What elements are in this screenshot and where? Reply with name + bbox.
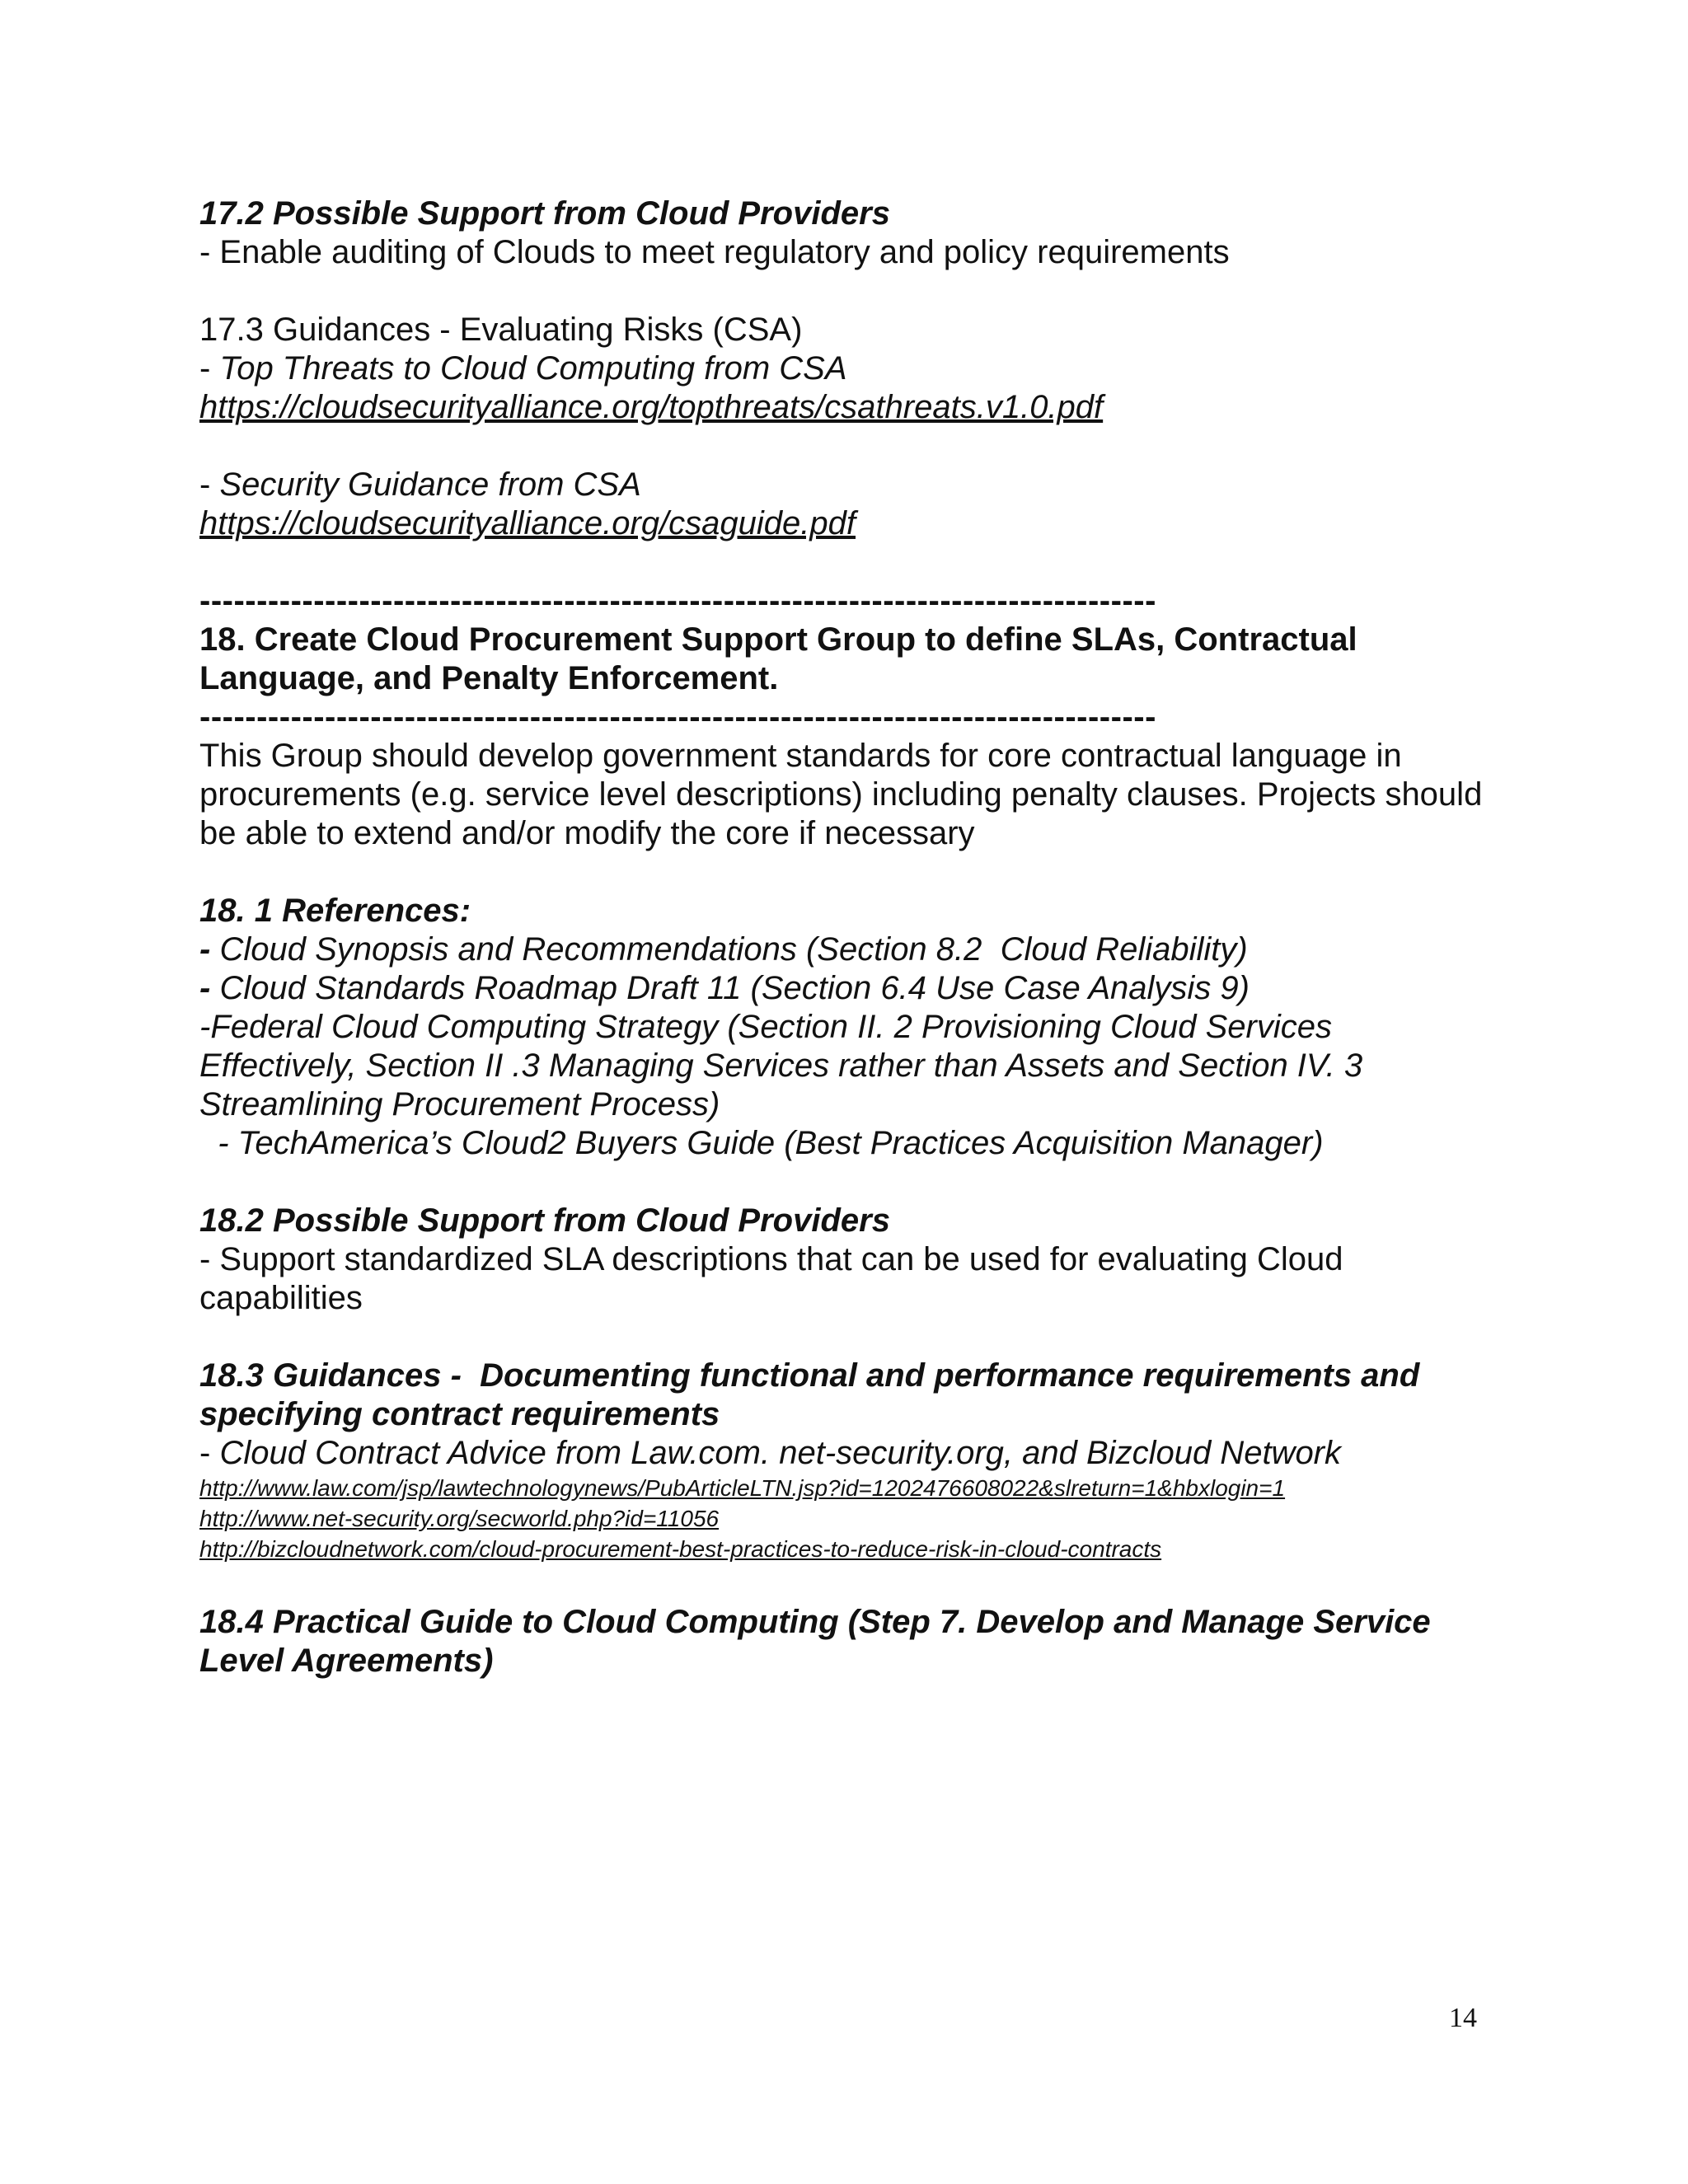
reference-text: Cloud Standards Roadmap Draft 11 (Section 6.4 Use Case Analysis 9) <box>219 970 1250 1006</box>
item-title: Security Guidance from CSA <box>219 466 641 503</box>
section-18-3-heading-line-1: 18.3 Guidances - Documenting functional and performance requirements and <box>199 1357 1420 1394</box>
section-18-2-text-line-1: - Support standardized SLA descriptions that can be used for evaluating Cloud <box>199 1241 1343 1277</box>
reference-text: Cloud Synopsis and Recommendations (Section 8.2 Cloud Reliability) <box>219 931 1248 968</box>
section-17-3-link-2-row <box>199 504 1518 543</box>
section-18-3-item <box>199 1434 1518 1473</box>
section-18-paragraph-line-2: procurements (e.g. service level descriptions) including penalty clauses. Projects should <box>199 776 1483 813</box>
bizcloud-link[interactable]: http://bizcloudnetwork.com/cloud-procurement-best-practices-to-reduce-risk-in-cloud-contracts <box>199 1536 1162 1562</box>
bullet-prefix: - <box>199 931 220 968</box>
bullet-prefix: - <box>199 350 220 387</box>
section-18-paragraph-line-3: be able to extend and/or modify the core if necessary <box>199 815 975 851</box>
csa-guide-link[interactable]: https://cloudsecurityalliance.org/csaguide.pdf <box>199 505 856 541</box>
section-18-title-line-2: Language, and Penalty Enforcement. <box>199 660 779 696</box>
reference-2 <box>199 969 1518 1008</box>
reference-1 <box>199 930 1518 969</box>
section-18-4-heading-line-1: 18.4 Practical Guide to Cloud Computing (Step 7. Develop and Manage Service <box>199 1604 1431 1640</box>
section-17-3-link-1-row <box>199 388 1518 427</box>
section-18-title-line-1: 18. Create Cloud Procurement Support Group to define SLAs, Contractual <box>199 621 1357 658</box>
law-com-link[interactable]: http://www.law.com/jsp/lawtechnologynews/PubArticleLTN.jsp?id=1202476608022&slreturn=1&hbxlogin=1 <box>199 1475 1286 1501</box>
section-17-3-item-1 <box>199 349 1518 388</box>
section-18-2-text-line-2: capabilities <box>199 1280 363 1316</box>
reference-3-line-2: Effectively, Section II .3 Managing Services rather than Assets and Section IV. 3 <box>199 1047 1363 1084</box>
reference-3-line-1: -Federal Cloud Computing Strategy (Section II. 2 Provisioning Cloud Services <box>199 1009 1332 1045</box>
net-security-link[interactable]: http://www.net-security.org/secworld.php?id=11056 <box>199 1506 720 1531</box>
divider-top: ------------------------------------------------------------------------------------ <box>199 583 1156 619</box>
page-content <box>199 194 1518 1680</box>
section-17-3-heading: 17.3 Guidances - Evaluating Risks (CSA) <box>199 312 803 348</box>
section-18-paragraph-line-1: This Group should develop government standards for core contractual language in <box>199 738 1402 774</box>
reference-4: - TechAmerica’s Cloud2 Buyers Guide (Best Practices Acquisition Manager) <box>199 1125 1324 1161</box>
section-17-3-item-2 <box>199 466 1518 504</box>
item-title: Top Threats to Cloud Computing from CSA <box>219 350 847 387</box>
csa-threats-link[interactable]: https://cloudsecurityalliance.org/topthreats/csathreats.v1.0.pdf <box>199 389 1104 425</box>
bullet-prefix: - <box>199 1435 220 1471</box>
bullet-prefix: - <box>199 466 220 503</box>
section-17-2-text: - Enable auditing of Clouds to meet regulatory and policy requirements <box>199 234 1230 270</box>
section-18-1-heading: 18. 1 References: <box>199 893 471 929</box>
item-title: Cloud Contract Advice from Law.com. net-security.org, and Bizcloud Network <box>219 1435 1342 1471</box>
section-18-4-heading-line-2: Level Agreements) <box>199 1643 494 1679</box>
reference-3-line-3: Streamlining Procurement Process) <box>199 1086 720 1122</box>
bullet-prefix: - <box>199 970 220 1006</box>
section-18-2-heading: 18.2 Possible Support from Cloud Providers <box>199 1202 890 1239</box>
page-number: 14 <box>1449 2003 1477 2033</box>
section-18-3-heading-line-2: specifying contract requirements <box>199 1396 720 1432</box>
section-17-2-heading: 17.2 Possible Support from Cloud Providers <box>199 195 890 232</box>
divider-bottom: ------------------------------------------------------------------------------------ <box>199 699 1156 735</box>
